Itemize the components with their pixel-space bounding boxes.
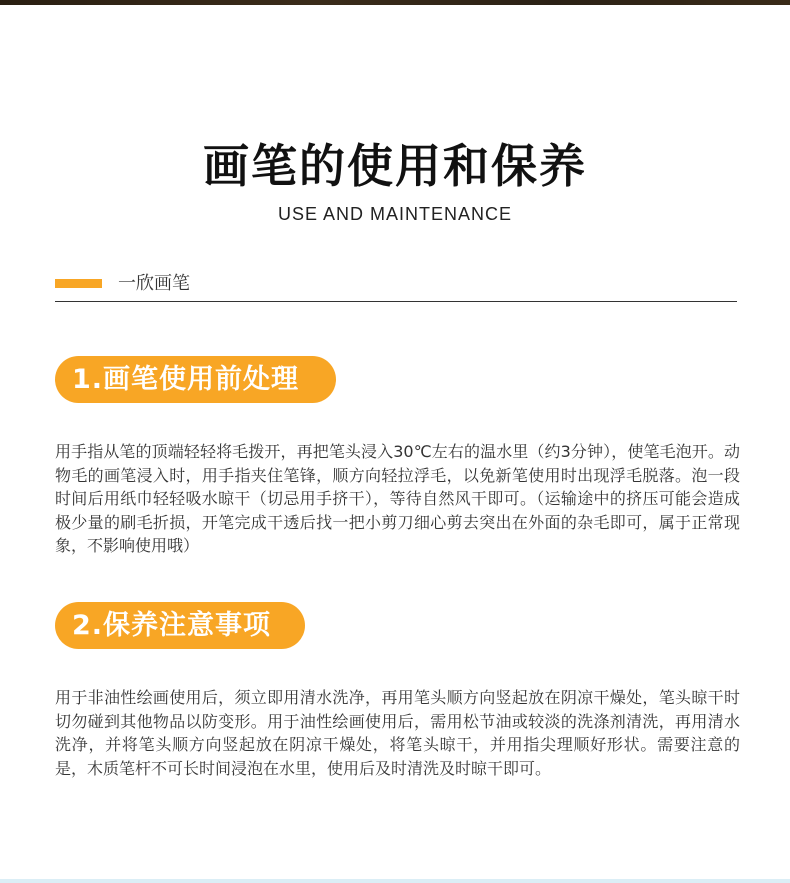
brand-accent-bar (55, 279, 102, 288)
top-decorative-strip (0, 0, 790, 5)
section-heading-preparation: 1.画笔使用前处理 (55, 356, 336, 403)
page-subtitle: USE AND MAINTENANCE (277, 204, 513, 224)
brand-name: 一欣画笔 (118, 273, 190, 294)
brand-divider (55, 301, 737, 302)
section-body-maintenance: 用于非油性绘画使用后，须立即用清水洗净，再用笔头顺方向竖起放在阴凉干燥处，笔头晾干时切勿碰到其他物品以防变形。用于油性绘画使用后，需用松节油或较淡的洗涤剂清洗，再用清水洗净，并将笔头顺方向竖起放在阴凉干燥处，将笔头晾干，并用指尖理顺好形状。需要注意的是，木质笔杆不可长时间浸泡在水里，使用后及时清洗及时晾干即可。 (55, 688, 740, 778)
section-body-preparation: 用手指从笔的顶端轻轻将毛拨开，再把笔头浸入30℃左右的温水里（约3分钟），使笔毛泡开。动物毛的画笔浸入时，用手指夹住笔锋，顺方向轻拉浮毛，以免新笔使用时出现浮毛脱落。泡一段时间后用纸巾轻轻吸水晾干（切忌用手挤干），等待自然风干即可。（运输途中的挤压可能会造成极少量的刷毛折损，开笔完成干透后找一把小剪刀细心剪去突出在外面的杂毛即可，属于正常现象，不影响使用哦） (55, 442, 740, 555)
bottom-decorative-strip (0, 879, 790, 883)
section-heading-maintenance: 2.保养注意事项 (55, 602, 305, 649)
page-title: 画笔的使用和保养 (203, 139, 587, 193)
